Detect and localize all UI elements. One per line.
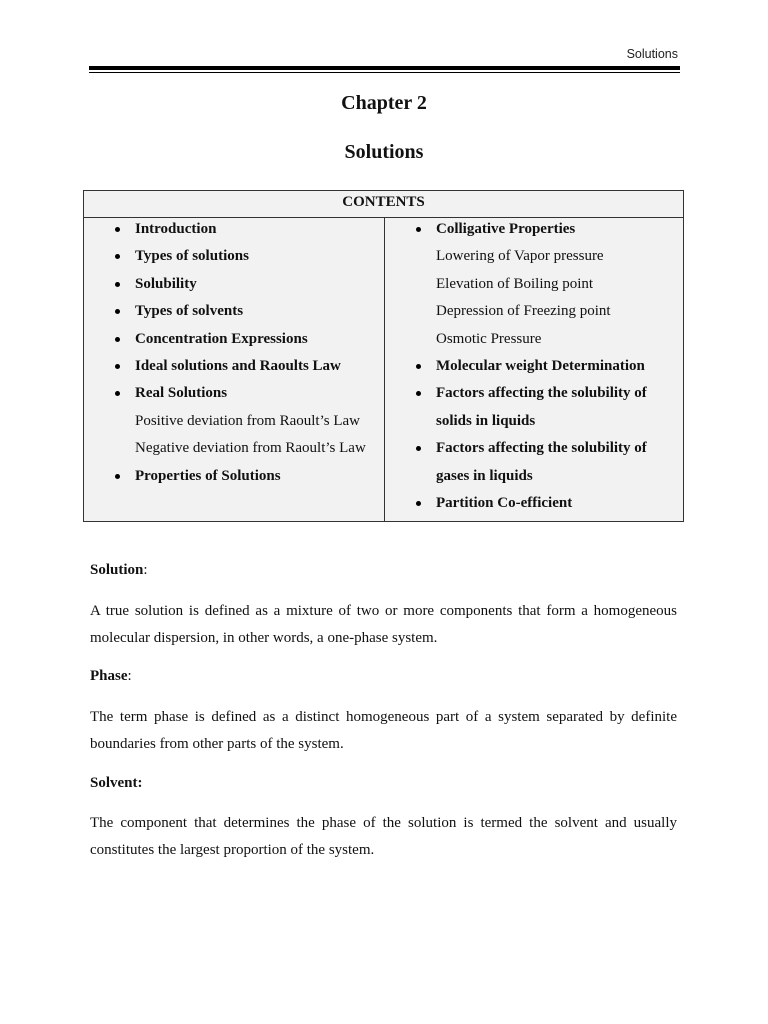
contents-item-right: gases in liquids xyxy=(436,467,533,484)
solution-heading-label: Solution xyxy=(90,562,144,578)
contents-item-right: Molecular weight Determination xyxy=(436,358,645,374)
contents-box xyxy=(83,190,684,522)
bullet-icon xyxy=(115,227,120,232)
contents-columns xyxy=(84,218,683,521)
contents-item-right: Factors affecting the solubility of xyxy=(436,385,647,402)
contents-item-left: Negative deviation from Raoult’s Law xyxy=(135,440,366,457)
solution-heading xyxy=(90,562,148,579)
phase-line-2: boundaries from other parts of the system. xyxy=(90,736,344,752)
header-rule-thin xyxy=(89,72,680,73)
contents-item-left: Types of solutions xyxy=(135,248,249,265)
column-divider xyxy=(384,218,385,521)
bullet-icon xyxy=(416,364,421,369)
bullet-icon xyxy=(115,474,120,479)
solution-line-2: molecular dispersion, in other words, a one-phase system. xyxy=(90,630,438,646)
contents-item-right: Elevation of Boiling point xyxy=(436,275,594,292)
chapter-title: Chapter 2 xyxy=(341,92,427,114)
bullet-icon xyxy=(115,254,120,259)
solvent-paragraph xyxy=(90,810,677,864)
bullet-icon xyxy=(416,446,421,451)
bullet-icon xyxy=(115,364,120,369)
phase-heading xyxy=(90,668,132,685)
contents-item-right: Lowering of Vapor pressure xyxy=(436,248,604,265)
contents-item-right: Colligative Properties xyxy=(436,221,576,237)
bullet-icon xyxy=(416,501,421,506)
solvent-line-1: The component that determines the phase of the solution is termed the solvent and usually xyxy=(90,815,677,831)
contents-item-right: Factors affecting the solubility of xyxy=(436,440,647,457)
contents-item-left: Ideal solutions and Raoults Law xyxy=(135,358,341,374)
running-head: Solutions xyxy=(626,47,678,61)
phase-line-1: The term phase is defined as a distinct homogeneous part of a system separated by definite xyxy=(90,709,677,725)
phase-paragraph xyxy=(90,704,677,758)
heading-colon: : xyxy=(143,562,148,578)
bullet-icon xyxy=(416,391,421,396)
solvent-heading: Solvent: xyxy=(90,775,143,791)
bullet-icon xyxy=(416,227,421,232)
chapter-subtitle: Solutions xyxy=(344,141,424,163)
contents-item-right: Depression of Freezing point xyxy=(436,303,611,320)
solution-paragraph xyxy=(90,598,677,652)
bullet-icon xyxy=(115,391,120,396)
phase-heading-label: Phase xyxy=(90,668,128,684)
bullet-icon xyxy=(115,337,120,342)
solution-line-1: A true solution is defined as a mixture of two or more components that form a homogeneous xyxy=(90,603,677,619)
contents-heading: CONTENTS xyxy=(84,191,683,218)
contents-item-left: Solubility xyxy=(135,275,197,292)
header-rule xyxy=(89,66,680,70)
bullet-icon xyxy=(115,309,120,314)
contents-item-right: Osmotic Pressure xyxy=(436,330,542,347)
contents-item-left: Introduction xyxy=(135,221,217,237)
contents-item-right: Partition Co-efficient xyxy=(436,495,573,511)
contents-item-left: Properties of Solutions xyxy=(135,467,281,484)
contents-item-left: Positive deviation from Raoult’s Law xyxy=(135,412,360,429)
bullet-icon xyxy=(115,282,120,287)
contents-item-right: solids in liquids xyxy=(436,412,536,429)
heading-colon: : xyxy=(127,668,132,684)
contents-item-left: Real Solutions xyxy=(135,385,228,402)
contents-item-left: Concentration Expressions xyxy=(135,330,308,347)
solvent-line-2: constitutes the largest proportion of the system. xyxy=(90,842,375,858)
contents-item-left: Types of solvents xyxy=(135,303,244,320)
